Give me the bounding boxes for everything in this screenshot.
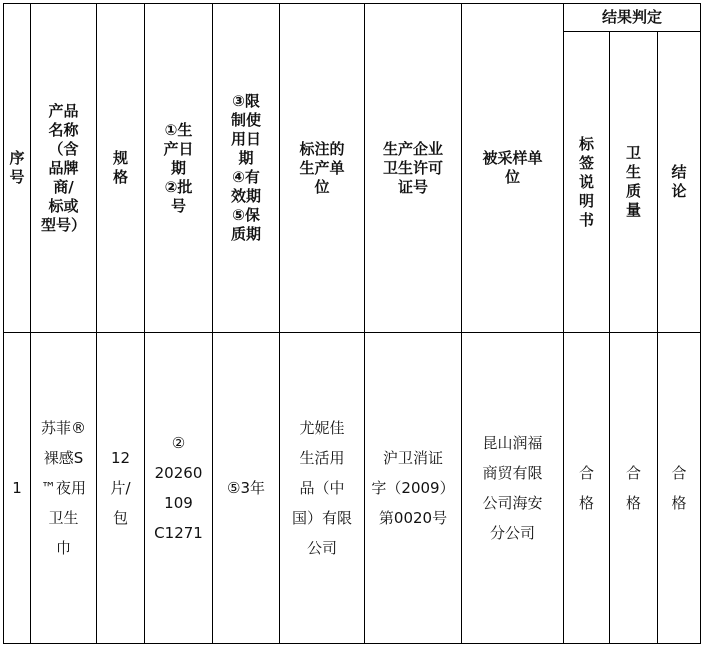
cell-license: 沪卫消证 字（2009） 第0020号 [371, 449, 455, 527]
cell-sampled-unit: 昆山润福 商贸有限 公司海安 分公司 [482, 434, 543, 542]
cell-conclusion: 合 格 [671, 464, 687, 512]
cell-spec: 12 片/ 包 [110, 449, 131, 527]
header-conclusion: 结 论 [671, 163, 687, 200]
cell-seq: 1 [12, 479, 22, 497]
cell-product-name: 苏菲® 裸感S ™夜用 卫生 巾 [40, 419, 86, 557]
cell-label-instructions: 合 格 [578, 464, 594, 512]
cell-manufacturer: 尤妮佳 生活用 品（中 国）有限 公司 [291, 419, 352, 557]
header-spec: 规 格 [112, 149, 128, 186]
result-judgement-header: 结果判定 [601, 8, 662, 26]
cell-expiry: ⑤3年 [227, 479, 265, 497]
header-license: 生产企业 卫生许可 证号 [382, 139, 443, 196]
cell-date-batch: ② 20260 109 C1271 [154, 434, 203, 542]
header-product-name: 产品 名称 （含 品牌 商/ 标或 型号） [40, 101, 86, 234]
header-label-instructions: 标 签 说 明 书 [578, 134, 594, 229]
header-hygiene-quality: 卫 生 质 量 [625, 144, 641, 219]
header-seq: 序 号 [9, 149, 25, 186]
header-sampled-unit: 被采样单 位 [482, 149, 543, 186]
header-date-batch: ①生 产日 期 ②批 号 [163, 120, 194, 215]
header-manufacturer: 标注的 生产单 位 [299, 139, 345, 196]
header-expiry: ③限 制使 用日 期 ④有 效期 ⑤保 质期 [230, 92, 261, 243]
cell-hygiene-quality: 合 格 [625, 464, 641, 512]
